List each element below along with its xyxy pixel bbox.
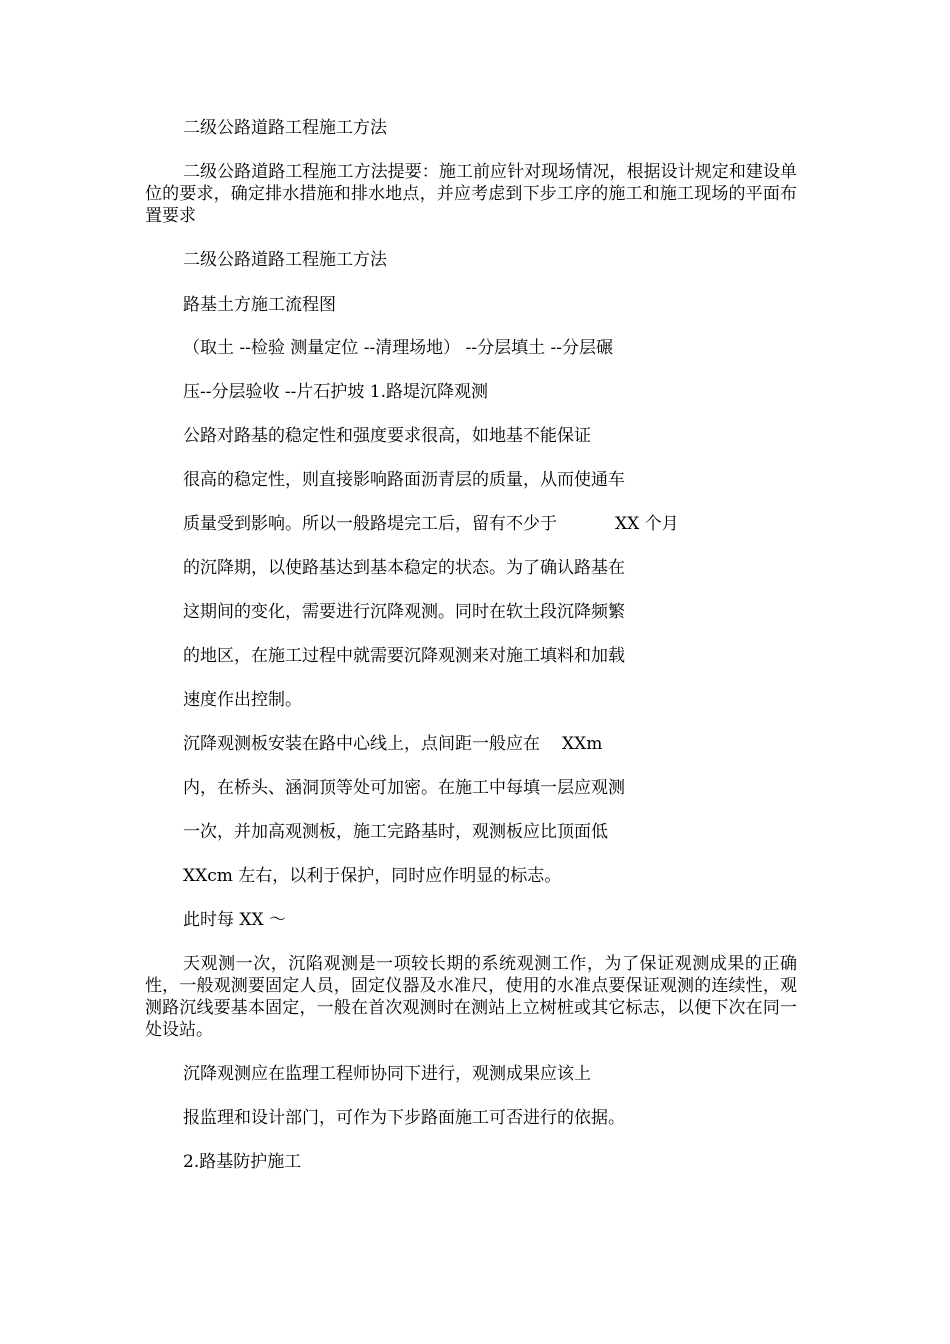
summary-paragraph: 二级公路道路工程施工方法提要：施工前应针对现场情况，根据设计规定和建设单位的要求，确定排水措施和排水地点，并应考虑到下步工序的施工和施工现场的平面布置要求 xyxy=(145,162,797,226)
paragraph-line-value: XXm xyxy=(562,734,603,754)
paragraph-line: 的沉降期，以使路基达到基本稳定的状态。为了确认路基在 xyxy=(183,558,625,578)
observation-paragraph: 天观测一次，沉陷观测是一项较长期的系统观测工作，为了保证观测成果的正确性，一般观测要固定人员，固定仪器及水准尺，使用的水准点要保证观测的连续性，观测路沉线要基本固定，一般在首次观测时在测站上立树桩或其它标志，以便下次在同一处设站。 xyxy=(145,954,797,1040)
document-title: 二级公路道路工程施工方法 xyxy=(183,118,387,138)
paragraph-line: 很高的稳定性，则直接影响路面沥青层的质量，从而使通车 xyxy=(183,470,625,490)
paragraph-line-text: 质量受到影响。所以一般路堤完工后，留有不少于 xyxy=(183,514,557,534)
paragraph-line: 报监理和设计部门，可作为下步路面施工可否进行的依据。 xyxy=(183,1108,625,1128)
paragraph-line: XXcm 左右，以利于保护，同时应作明显的标志。 xyxy=(183,866,562,886)
section-heading: 2.路基防护施工 xyxy=(183,1152,302,1172)
flow-line-1: （取土 --检验 测量定位 --清理场地） --分层填土 --分层碾 xyxy=(183,338,613,358)
paragraph-line xyxy=(183,733,602,755)
paragraph-line-text: 沉降观测板安装在路中心线上，点间距一般应在 xyxy=(183,734,540,754)
paragraph-line xyxy=(183,513,679,535)
paragraph-line: 此时每 XX ～ xyxy=(183,910,287,930)
subtitle: 二级公路道路工程施工方法 xyxy=(183,250,387,270)
paragraph-line: 一次，并加高观测板，施工完路基时，观测板应比顶面低 xyxy=(183,822,608,842)
flow-heading: 路基土方施工流程图 xyxy=(183,295,336,315)
paragraph-line: 速度作出控制。 xyxy=(183,690,302,710)
paragraph-line: 这期间的变化，需要进行沉降观测。同时在软土段沉降频繁 xyxy=(183,602,625,622)
paragraph-line: 公路对路基的稳定性和强度要求很高，如地基不能保证 xyxy=(183,426,591,446)
paragraph-line: 内，在桥头、涵洞顶等处可加密。在施工中每填一层应观测 xyxy=(183,778,625,798)
paragraph-line-value: XX 个月 xyxy=(615,514,679,534)
paragraph-line: 沉降观测应在监理工程师协同下进行，观测成果应该上 xyxy=(183,1064,591,1084)
paragraph-line: 的地区，在施工过程中就需要沉降观测来对施工填料和加载 xyxy=(183,646,625,666)
flow-line-2: 压--分层验收 --片石护坡 1.路堤沉降观测 xyxy=(183,382,489,402)
